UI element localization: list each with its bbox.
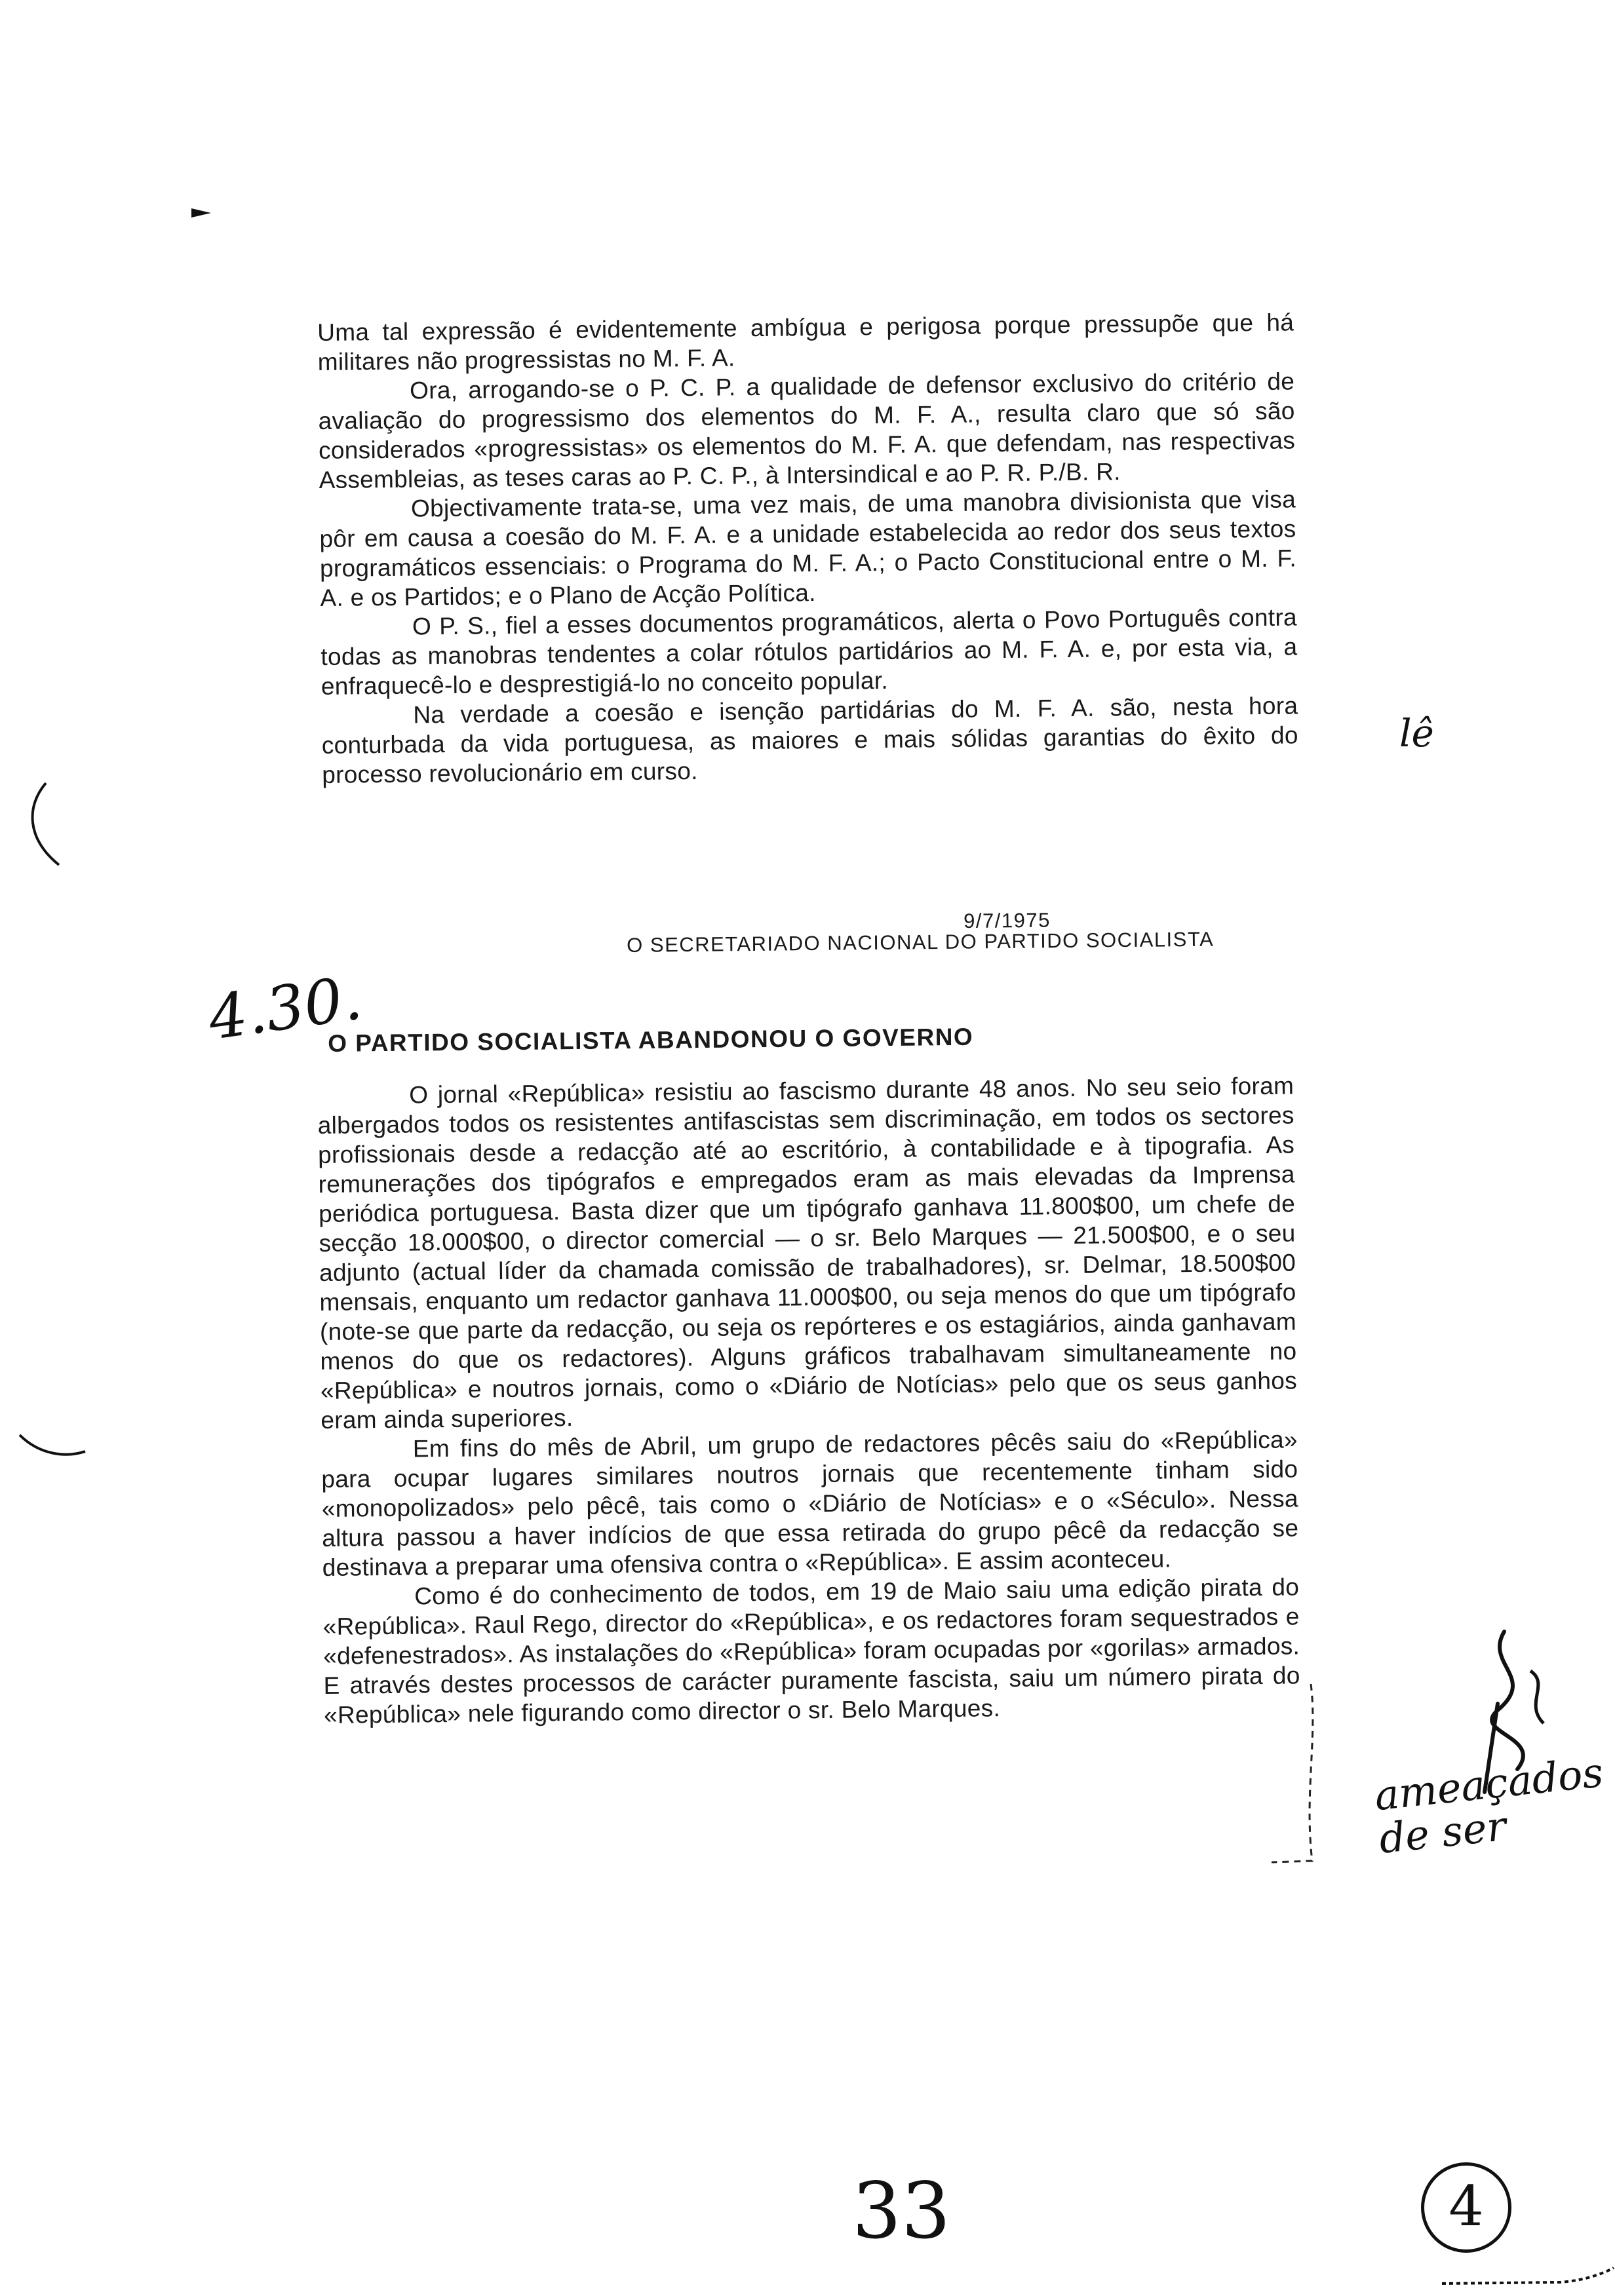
handwritten-circled-number: 4 (1421, 2162, 1511, 2253)
paragraph: O jornal «República» resistiu ao fascismo durante 48 anos. No seu seio foram albergados todos os resistentes antifascistas sem discriminação, em todos os sectores profissionais desde a redacção até ao escritório, à contabilidade e à tipografia. As remunerações dos tipógrafos e empregados eram as mais elevadas da Imprensa periódica portuguesa. Basta dizer que um tipógrafo ganhava 11.800$00, um chefe de secção 18.000$00, o director comercial — o sr. Belo Marques — 21.500$00, e o seu adjunto (actual líder da chamada comissão de trabalhadores), sr. Delmar, 18.500$00 mensais, enquanto um redactor ganhava 11.000$00, ou seja menos do que um tipógrafo (note-se que parte da redacção, ou seja os repórteres e os estagiários, ainda ganhavam menos do que os redactores). Alguns gráficos trabalhavam simultaneamente no «República» e noutros jornais, como o «Diário de Notícias» pelo que os seus ganhos eram ainda superiores. (317, 1072, 1298, 1434)
handwritten-scribble-mark (1458, 1625, 1563, 1795)
paragraph: Uma tal expressão é evidentemente ambígua e perigosa porque pressupõe que há militares não progressistas no M. F. A. (317, 309, 1294, 375)
margin-parenthesis-mark (20, 780, 66, 871)
paragraph: Objectivamente trata-se, uma vez mais, de uma manobra divisionista que visa pôr em causa a coesão do M. F. A. e a unidade estabelecida ao redor dos seus textos programáticos essenciais: o Programa do M. F. A.; o Pacto Constitucional entre o M. F. A. e os Partidos; e o Plano de Acção Política. (319, 486, 1297, 611)
paragraph: O P. S., fiel a esses documentos programáticos, alerta o Povo Português contra todas as manobras tendentes a colar rótulos partidários ao M. F. A. e, por esta via, a enfraquecê-lo e desprestigiá-lo no conceito popular. (321, 603, 1298, 700)
handwritten-page-number: 33 (852, 2166, 951, 2256)
section-heading: O PARTIDO SOCIALISTA ABANDONOU O GOVERNO (328, 1023, 974, 1057)
paragraph: Ora, arrogando-se o P. C. P. a qualidade de defensor exclusivo do critério de avaliação do progressismo dos elementos do M. F. A., resulta claro que só são considerados «progressistas» os elementos do M. F. A. que defendam, nas respectivas Assembleias, as teses caras ao P. C. P., à Intersindical e ao P. R. P./B. R. (318, 368, 1296, 493)
margin-bracket-mark (1265, 1677, 1324, 1874)
paragraph: Como é do conhecimento de todos, em 19 de Maio saiu uma edição pirata do «República». Raul Rego, director do «República», e os redactores foram sequestrados e «defenestrados». As instalações do «República» foram ocupadas por «gorilas» armados. E através destes processos de carácter puramente fascista, saiu um número pirata do «República» nele figurando como director o sr. Belo Marques. (322, 1573, 1300, 1729)
corner-bullet-mark (191, 208, 211, 218)
document-date: 9/7/1975 (963, 908, 1051, 932)
corner-edge-mark (1442, 2264, 1615, 2290)
text-block-bottom (317, 1071, 1300, 1730)
paragraph: Na verdade a coesão e isenção partidárias do M. F. A. são, nesta hora conturbada da vida portuguesa, as maiores e mais sólidas garantias do êxito do processo revolucionário em curso. (321, 692, 1298, 788)
handwritten-note-line: ameaçados (1372, 1748, 1606, 1820)
handwritten-margin-note: lê (1399, 711, 1434, 756)
text-block-top (317, 307, 1298, 790)
handwritten-item-number: 4.30. (204, 963, 366, 1054)
margin-curve-mark (13, 1428, 92, 1468)
paragraph: Em fins do mês de Abril, um grupo de redactores pêcês saiu do «República» para ocupar lugares similares noutros jornais que recentemente tinham sido «monopolizados» pelo pêcê, tais como o «Diário de Notícias» e o «Século». Nessa altura passou a haver indícios de que essa retirada do grupo pêcê da redacção se destinava a preparar uma ofensiva contra o «República». E assim aconteceu. (321, 1426, 1299, 1581)
signature-line: O SECRETARIADO NACIONAL DO PARTIDO SOCIALISTA (627, 927, 1215, 957)
handwritten-note-line: de ser (1376, 1802, 1509, 1863)
